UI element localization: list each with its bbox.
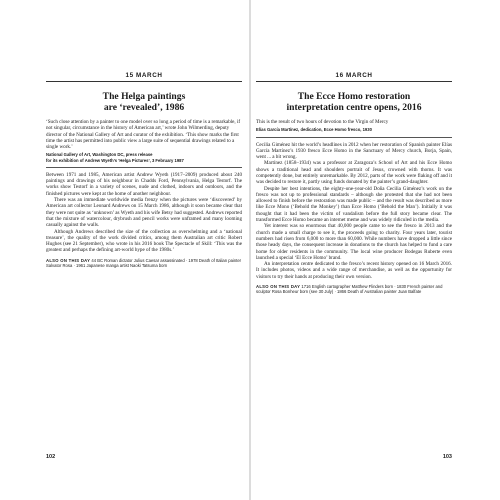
right-epigraph-quote: This is the result of two hours of devotion to the Virgin of Mercy xyxy=(256,119,389,125)
right-divider xyxy=(256,137,452,138)
left-paragraph: There was an immediate worldwide media frenzy when the pictures were ‘discovered’ by American art collector Leonard Andrews on 15 March 1986, although it soon became clear that they were not quite as ‘unknown’ as Wyeth and his wife Betsy had suggested. Andrews reported that the mixture of watercolour, drybrush and pencil works were unframed and many looming casually against the walls. xyxy=(46,197,242,229)
right-also-label: ALSO ON THIS DAY xyxy=(256,284,301,290)
left-attribution-line2: for its exhibition of Andrew Wyeth’s ‘Helga Pictures’, 3 February 1987 xyxy=(46,157,184,163)
right-paragraph: Despite her best intentions, the eighty-one-year-old Doña Cecilia Giménez’s work on the fresco was not up to professional standards – although she protested that she had not been allowed to finish before the restoration was made public – and the result was described as more like Ecce Mono (‘Behold the Monkey’) than Ecce Homo (‘Behold the Man’). Initially it was thought that it had been the victim of vandalism before the full story became clear. The transformed Ecce Homo became an internet meme and was widely ridiculed in the media. xyxy=(256,185,452,224)
right-also-text: 1716 English cartographer Matthew Flinders born · 1830 French painter and sculptor Rosa Bonheur born (see 30 July) · 1866 Death of Australian painter Juan Balfate xyxy=(256,284,443,295)
right-attribution-line1: Elías García Martínez, dedication, Ecce Homo fresco, 1930 xyxy=(256,127,372,133)
left-date-header: 15 MARCH xyxy=(46,72,242,82)
right-paragraph: Yet interest was so enormous that 40,000 people came to see the fresco in 2013 and the church made a small charge to see it, the proceeds going to charity. Four years later, tourist numbers had risen from 6,000 to more than 60,000. While numbers have dropped a little since those heady days, the consequent increase in donations to the church has helped to fund a care home for older residents in the community. The local wine producer Bodegas Ruberte even launched a special ‘El Ecce Homo’ brand. xyxy=(256,223,452,261)
right-page-number: 103 xyxy=(442,454,452,460)
left-also-label: ALSO ON THIS DAY xyxy=(46,257,91,263)
right-page xyxy=(250,0,500,500)
left-epigraph-quote: ‘Such close attention by a painter to one model over so long a period of time is a remarkable, if not singular, circumstance in the history of American art,’ wrote John Wilmerding, deputy director of the National Gallery of Art and curator of the exhibition. ‘This show marks the first time the artist has permitted into public view a large suite of sequential drawings related to a single work.’ xyxy=(46,119,241,151)
right-title-line1: The Ecce Homo restoration xyxy=(297,91,411,102)
left-also-on-this-day xyxy=(46,258,242,268)
left-epigraph-attribution xyxy=(46,152,242,162)
right-title-line2: interpretation centre opens, 2016 xyxy=(286,102,422,113)
left-paragraph: Between 1971 and 1985, American artist Andrew Wyeth (1917–2009) produced about 240 paintings and drawings of his neighbour in Chadds Ford, Pennsylvania, Helga Testorf. The works show Testorf in a variety of scenes, nude and clothed, indoors and outdoors, and the finished pictures were kept at the home of another neighbour. xyxy=(46,171,242,197)
left-title-line1: The Helga paintings xyxy=(102,91,186,102)
left-also-text: 44 BC Roman dictator Julius Caesar assassinated · 1978 Death of Italian painter Salvator Rosa · 1961 Japanese manga artist Naoki Tatsuma born xyxy=(46,257,242,268)
right-body-text xyxy=(256,142,452,281)
left-title-line2: are ‘revealed’, 1986 xyxy=(103,102,185,113)
right-paragraph: An interpretation centre dedicated to the fresco’s recent history opened on 16 March 2016. It includes photos, videos and a wide range of merchandise, as well as the opportunity for visitors to try their hands at producing their own version. xyxy=(256,261,452,280)
left-divider xyxy=(46,167,242,168)
left-body-text xyxy=(46,172,242,254)
left-paragraph: Although Andrews described the size of the collection as overwhelming and a ‘national treasure’, the quality of the work divided critics, among them Australian art critic Robert Hughes (see 21 September), who wrote in his 2016 book The Spectacle of Skill: ‘This was the greatest and perhaps the defining art-world hype of the 1980s.’ xyxy=(46,228,242,254)
left-attribution-line1: National Gallery of Art, Washington DC, press release xyxy=(46,152,153,158)
left-title xyxy=(46,91,242,113)
right-paragraph: Cecilia Giménez hit the world’s headlines in 2012 when her restoration of Spanish painter Elías García Martínez’s 1930 fresco Ecce Homo in the Sanctuary of Mercy church, Borja, Spain, went ... a bit wrong. xyxy=(256,141,452,161)
right-date-header: 16 MARCH xyxy=(256,72,452,82)
right-also-on-this-day xyxy=(256,284,452,294)
right-paragraph: Martínez (1858–1934) was a professor at Zaragoza’s School of Art and his Ecce Homo shows a traditional head and shoulders portrait of Jesus, crowned with thorns. It was competently done, but entirely unremarkable. By 2012, parts of the work were flaking off and it was decided to restore it, partly using funds donated by the painter’s grand-daughter. xyxy=(256,160,452,186)
left-page-number: 102 xyxy=(46,454,56,460)
right-title xyxy=(256,91,452,113)
right-epigraph-attribution xyxy=(256,127,452,132)
